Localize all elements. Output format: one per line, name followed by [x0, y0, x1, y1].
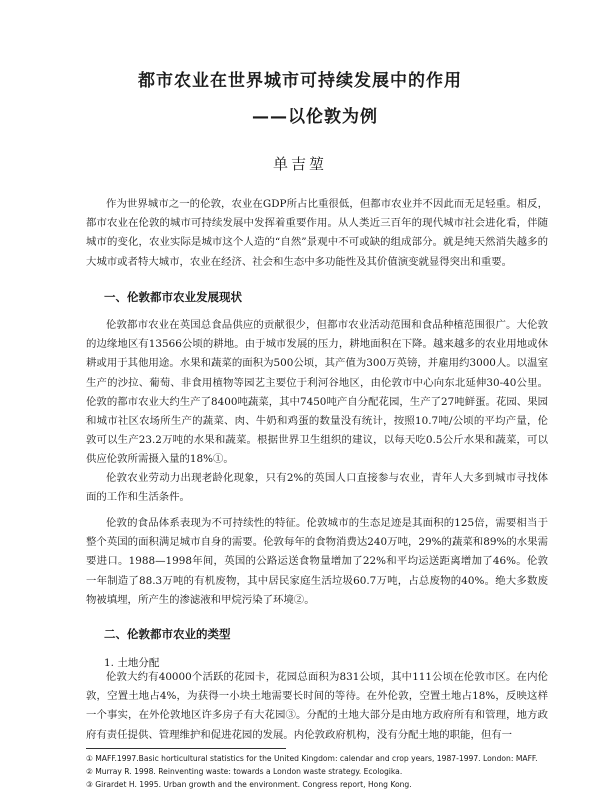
section-2-subheading: 1. 土地分配	[104, 657, 160, 669]
author-name: 单吉堃	[272, 155, 327, 173]
footnote-2: ② Murray R. 1998. Reinventing waste: towards a London waste strategy. Ecologika.	[86, 767, 403, 776]
section-1-paragraph-3: 伦敦的食品体系表现为不可持续性的特征。伦敦城市的生态足迹是其面积的125倍，需要相当于整个英国的面积满足城市自身的需要。伦敦每年的食物消费达240万吨，29%的蔬菜和89%的水果需要进口。1988—1998年间，英国的公路运送食物量增加了22%和平均运送距离增加了46%。伦敦一年制造了88.3万吨的有机废物，其中居民家庭生活垃圾60.7万吨，占总废物的40%。绝大多数废物被填埋，所产生的渗滤液和甲烷污染了环境②。	[86, 517, 548, 606]
section-1-heading: 一、伦敦都市农业发展现状	[104, 290, 242, 304]
footnote-divider	[86, 748, 286, 749]
footnote-1: ① MAFF.1997.Basic horticultural statistics for the United Kingdom: calendar and crop years, 1987-1997. London: MAFF.	[86, 754, 538, 763]
section-1-paragraph-2: 伦敦农业劳动力出现老龄化现象，只有2%的英国人口直接参与农业，青年人大多到城市寻找体面的工作和生活条件。	[86, 472, 548, 504]
section-2-paragraph-1: 伦敦大约有40000个活跃的花园卡，花园总面积为831公顷，其中111公顷在伦敦市区。在内伦敦，空置土地占4%，为获得一小块土地需要长时间的等待。在外伦敦，空置土地占18%，反映这样一个事实，在外伦敦地区许多房子有大花园③。分配的土地大部分是由地方政府所有和管理，地方政府有责任提供、管理维护和促进花园的发展。内伦敦政府机构，没有分配土地的职能，但有一	[86, 671, 548, 741]
section-2-heading: 二、伦敦都市农业的类型	[104, 627, 231, 641]
paper-title: 都市农业在世界城市可持续发展中的作用	[138, 71, 462, 91]
section-1-paragraph-1: 伦敦都市农业在英国总食品供应的贡献很少，但都市农业活动范围和食品种植范围很广。大伦敦的边缘地区有13566公顷的耕地。由于城市发展的压力，耕地面积在下降。越来越多的农业用地或休耕或用于其他用途。水果和蔬菜的面积为500公顷，其产值为300万英镑，并雇用约3000人。以温室生产的沙拉、葡萄、非食用植物等园艺主要位于利河谷地区，由伦敦市中心向东北延伸30-40公里。伦敦的都市农业大约生产了8400吨蔬菜，其中7450吨产自分配花园，生产了27吨鲜蛋。花园、果园和城市社区农场所生产的蔬菜、肉、牛奶和鸡蛋的数量没有统计，按照10.7吨/公顷的平均产量，伦敦可以生产23.2万吨的水果和蔬菜。根据世界卫生组织的建议，以每天吃0.5公斤水果和蔬菜，可以供应伦敦所需摄入量的18%①。	[86, 319, 548, 466]
footnote-3: ③ Girardet H. 1995. Urban growth and the environment. Congress report, Hong Kong.	[86, 780, 412, 789]
intro-paragraph: 作为世界城市之一的伦敦，农业在GDP所占比重很低，但都市农业并不因此而无足轻重。相反，都市农业在伦敦的城市可持续发展中发挥着重要作用。从人类近三百年的现代城市社会进化看，伴随城市的变化，农业实际是城市这个人造的“自然”景观中不可或缺的组成部分。就是纯天然消失越多的大城市或者特大城市，农业在经济、社会和生态中多功能性及其价值演变就显得突出和重要。	[86, 198, 548, 268]
paper-subtitle: ——以伦敦为例	[252, 107, 378, 127]
